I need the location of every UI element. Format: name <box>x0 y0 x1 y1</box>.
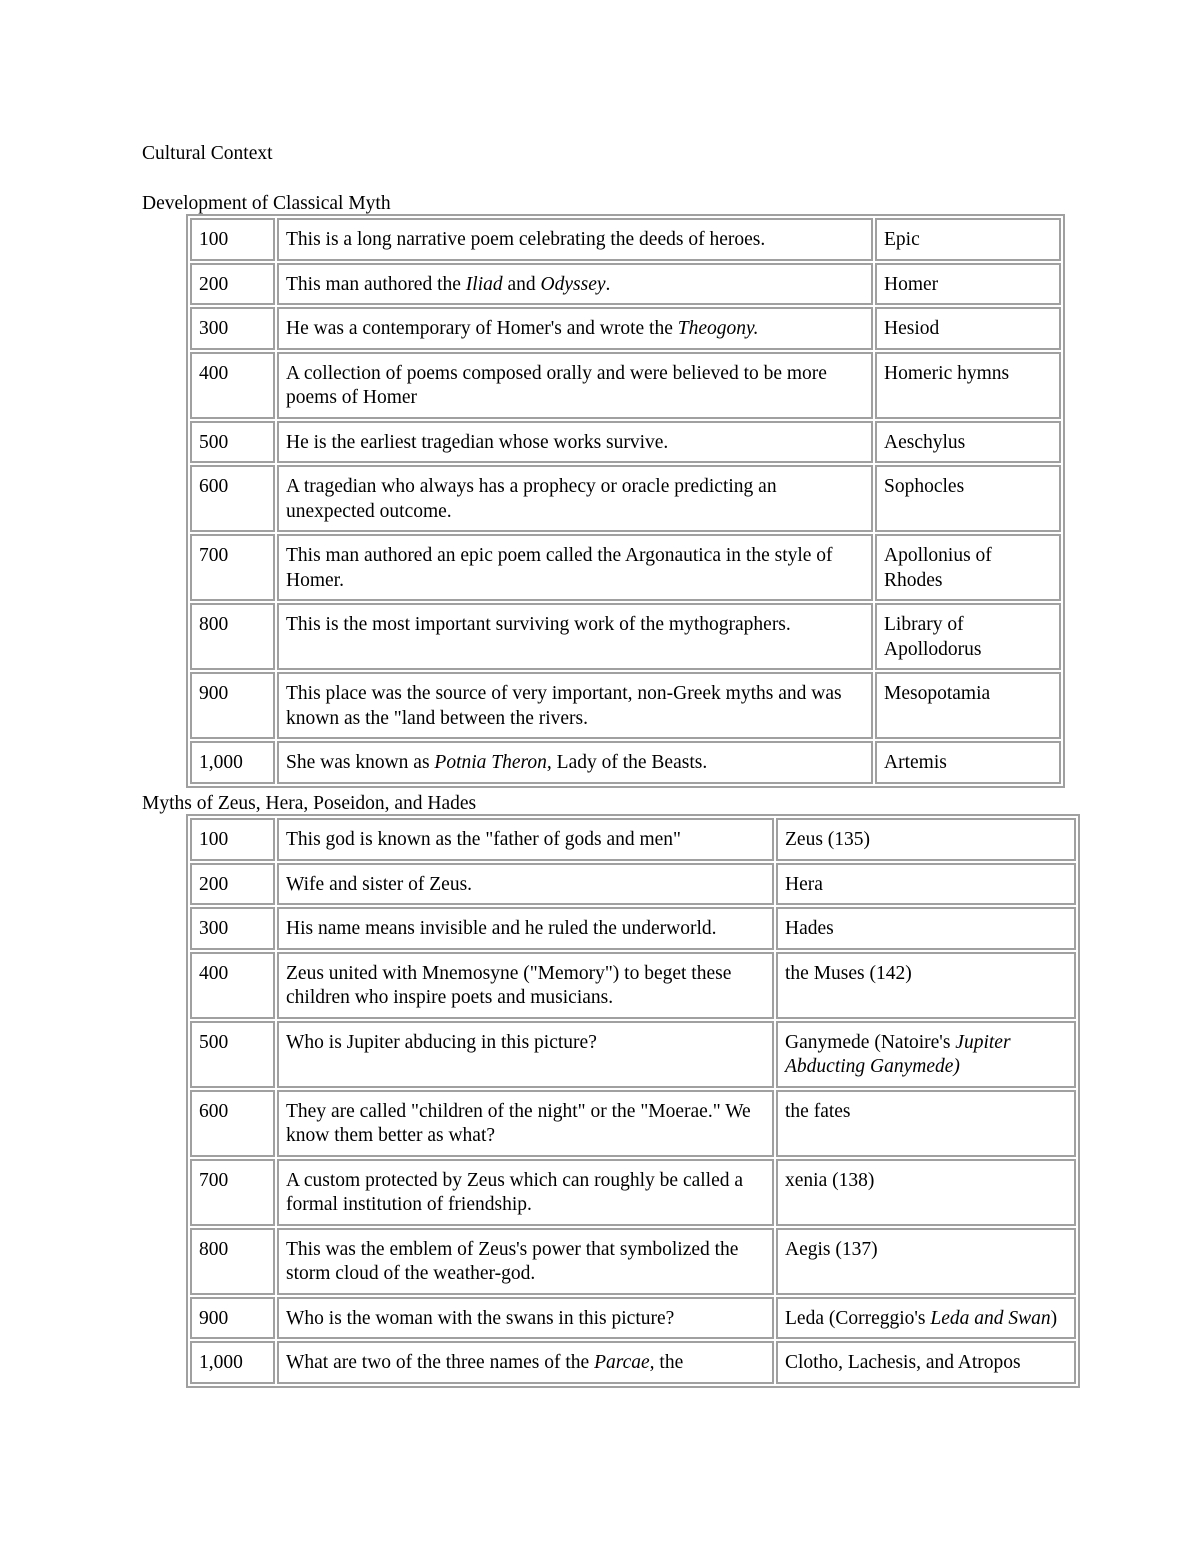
clue-text: Odyssey <box>540 273 606 295</box>
clue-cell <box>277 952 774 1019</box>
clue-cell <box>277 1021 774 1088</box>
answer-text: Homeric hymns <box>884 362 1010 384</box>
table-classical-myth <box>186 214 1065 788</box>
table-row <box>190 1341 1076 1384</box>
answer-cell <box>776 1297 1076 1340</box>
answer-cell <box>776 907 1076 950</box>
clue-text: This is a long narrative poem celebrating the deeds of heroes. <box>286 229 766 250</box>
answer-text: Aeschylus <box>884 431 966 453</box>
answer-text: Leda (Correggio's <box>785 1307 931 1329</box>
clue-text: Lady of the Beasts. <box>551 752 708 773</box>
clue-text: This was the emblem of Zeus's power that symbolized the storm cloud of the weather-god. <box>286 1238 739 1284</box>
table-row <box>190 352 1061 419</box>
clue-cell <box>277 534 873 601</box>
clue-text: Parcae, <box>594 1352 655 1373</box>
clue-text: Zeus united with Mnemosyne ("Memory") to beget these children who inspire poets and musicians. <box>286 962 732 1008</box>
clue-text: This is the most important surviving work of the mythographers. <box>286 614 791 635</box>
clue-cell <box>277 863 774 906</box>
table-row <box>190 952 1076 1019</box>
points-cell: 1,000 <box>190 741 275 784</box>
answer-text: Homer <box>884 273 939 295</box>
clue-cell <box>277 421 873 464</box>
answer-text: the fates <box>785 1100 851 1122</box>
answer-cell <box>776 863 1076 906</box>
table-row <box>190 263 1061 306</box>
answer-cell <box>776 1090 1076 1157</box>
clue-cell <box>277 741 873 784</box>
answer-text: xenia (138) <box>785 1169 875 1191</box>
points-cell: 300 <box>190 307 275 350</box>
points-cell: 1,000 <box>190 1341 275 1384</box>
answer-cell <box>875 534 1061 601</box>
table-body-zeus-myths <box>190 818 1076 1384</box>
answer-text: Sophocles <box>884 476 965 497</box>
table-row <box>190 421 1061 464</box>
clue-cell <box>277 307 873 350</box>
points-cell: 400 <box>190 352 275 419</box>
answer-text: Hades <box>785 918 834 939</box>
answer-text: Apollonius of Rhodes <box>884 545 992 591</box>
answer-text: Jupiter Abducting Ganymede) <box>785 1031 1011 1077</box>
clue-text: He was a contemporary of Homer's and wrote the <box>286 318 678 339</box>
section-heading-zeus-myths: Myths of Zeus, Hera, Poseidon, and Hades <box>142 793 477 814</box>
answer-cell <box>875 263 1061 306</box>
points-cell: 300 <box>190 907 275 950</box>
answer-text: Hesiod <box>884 318 940 339</box>
table-row <box>190 218 1061 261</box>
answer-text: Artemis <box>884 752 947 773</box>
answer-cell <box>875 672 1061 739</box>
answer-text: Aegis (137) <box>785 1238 878 1260</box>
answer-cell <box>875 603 1061 670</box>
table-row <box>190 863 1076 906</box>
clue-text: and <box>502 273 541 295</box>
points-cell: 500 <box>190 421 275 464</box>
table-row <box>190 1228 1076 1295</box>
points-cell: 900 <box>190 672 275 739</box>
clue-cell <box>277 907 774 950</box>
clue-text: They are called "children of the night" or the "Moerae." We know them better as what? <box>286 1100 751 1146</box>
points-cell: 200 <box>190 863 275 906</box>
table-row <box>190 1021 1076 1088</box>
clue-cell <box>277 818 774 861</box>
table-row <box>190 672 1061 739</box>
table-body-classical-myth <box>190 218 1061 784</box>
clue-text: His name means invisible and he ruled the underworld. <box>286 918 717 939</box>
answer-cell <box>875 307 1061 350</box>
points-cell: 800 <box>190 603 275 670</box>
clue-text: the <box>654 1352 684 1373</box>
clue-text: Who is the woman with the swans in this picture? <box>286 1307 675 1329</box>
answer-cell <box>875 352 1061 419</box>
clue-cell <box>277 1341 774 1384</box>
points-cell: 200 <box>190 263 275 306</box>
clue-cell <box>277 352 873 419</box>
answer-text: Ganymede (Natoire's <box>785 1031 956 1053</box>
table-row <box>190 465 1061 532</box>
table-row <box>190 818 1076 861</box>
clue-text: This man authored an epic poem called the Argonautica in the style of Homer. <box>286 545 833 591</box>
clue-text: He is the earliest tragedian whose works survive. <box>286 431 669 453</box>
answer-cell <box>776 1341 1076 1384</box>
points-cell: 600 <box>190 465 275 532</box>
table-row <box>190 307 1061 350</box>
clue-text: A tragedian who always has a prophecy or oracle predicting an unexpected outcome. <box>286 476 777 522</box>
page-title: Cultural Context <box>142 143 273 164</box>
answer-cell <box>776 1021 1076 1088</box>
answer-cell <box>776 1228 1076 1295</box>
answer-text: ) <box>1050 1307 1058 1329</box>
clue-cell <box>277 672 873 739</box>
clue-text: She was known as <box>286 752 435 773</box>
clue-text: A custom protected by Zeus which can roughly be called a formal institution of friendship. <box>286 1169 744 1215</box>
clue-text: This man authored the <box>286 273 466 295</box>
answer-text: the Muses (142) <box>785 962 912 984</box>
answer-text: Mesopotamia <box>884 683 991 704</box>
points-cell: 100 <box>190 818 275 861</box>
table-row <box>190 1297 1076 1340</box>
table-row <box>190 741 1061 784</box>
answer-text: Leda and Swan <box>930 1307 1051 1329</box>
points-cell: 600 <box>190 1090 275 1157</box>
table-row <box>190 907 1076 950</box>
points-cell: 400 <box>190 952 275 1019</box>
clue-cell <box>277 1090 774 1157</box>
answer-cell <box>776 1159 1076 1226</box>
table-row <box>190 1090 1076 1157</box>
clue-cell <box>277 1297 774 1340</box>
clue-cell <box>277 603 873 670</box>
clue-text: A collection of poems composed orally and were believed to be more poems of Homer <box>286 362 827 408</box>
clue-text: Iliad <box>465 273 503 295</box>
answer-cell <box>875 741 1061 784</box>
clue-text: Theogony. <box>677 318 759 339</box>
clue-text: . <box>605 273 611 295</box>
clue-text: Potnia Theron, <box>434 752 552 773</box>
table-row <box>190 603 1061 670</box>
clue-cell <box>277 465 873 532</box>
clue-text: This god is known as the "father of gods and men" <box>286 829 682 850</box>
points-cell: 800 <box>190 1228 275 1295</box>
answer-cell <box>776 952 1076 1019</box>
clue-cell <box>277 218 873 261</box>
clue-cell <box>277 263 873 306</box>
answer-cell <box>875 465 1061 532</box>
answer-text: Epic <box>884 229 920 250</box>
answer-text: Hera <box>785 873 823 895</box>
points-cell: 700 <box>190 1159 275 1226</box>
clue-text: This place was the source of very important, non-Greek myths and was known as the "land between the rivers. <box>286 683 842 729</box>
table-zeus-myths <box>186 814 1080 1388</box>
clue-text: Who is Jupiter abducing in this picture? <box>286 1031 597 1053</box>
clue-text: Wife and sister of Zeus. <box>286 873 473 895</box>
answer-text: Library of Apollodorus <box>884 614 982 660</box>
answer-text: Clotho, Lachesis, and Atropos <box>785 1352 1021 1373</box>
table-row <box>190 534 1061 601</box>
points-cell: 500 <box>190 1021 275 1088</box>
clue-cell <box>277 1228 774 1295</box>
section-heading-classical-myth: Development of Classical Myth <box>142 193 391 214</box>
clue-text: What are two of the three names of the <box>286 1352 595 1373</box>
answer-cell <box>875 218 1061 261</box>
clue-cell <box>277 1159 774 1226</box>
points-cell: 100 <box>190 218 275 261</box>
table-row <box>190 1159 1076 1226</box>
points-cell: 700 <box>190 534 275 601</box>
points-cell: 900 <box>190 1297 275 1340</box>
answer-cell <box>776 818 1076 861</box>
answer-text: Zeus (135) <box>785 829 871 850</box>
answer-cell <box>875 421 1061 464</box>
